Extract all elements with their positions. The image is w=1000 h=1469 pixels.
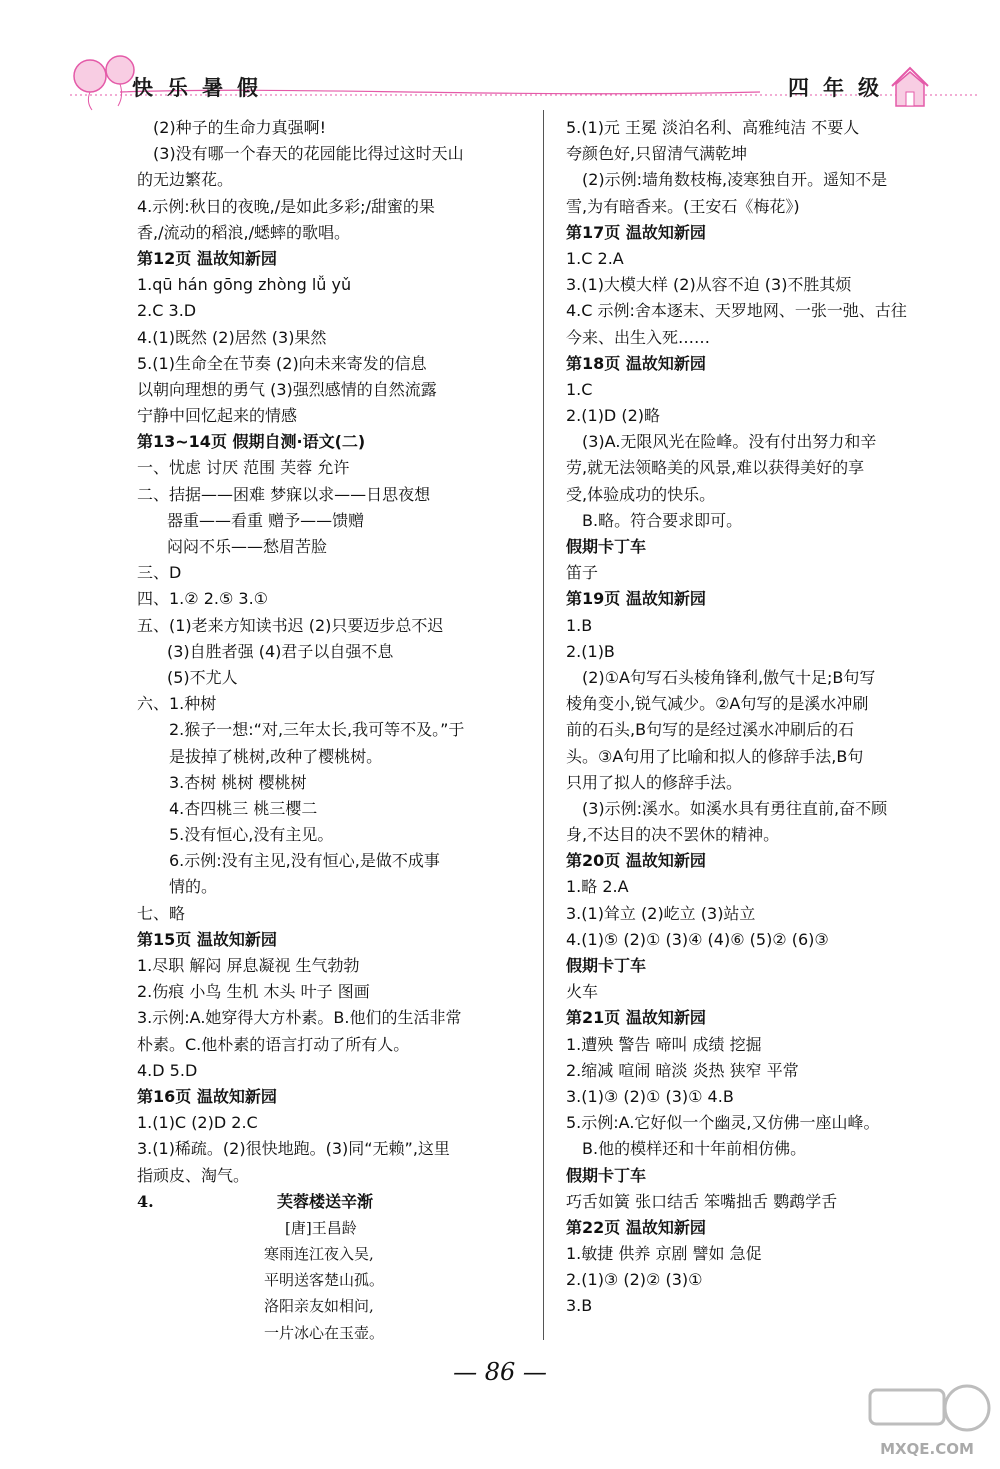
watermark	[862, 1380, 992, 1460]
answer-line: 劳,就无法领略美的风景,难以获得美好的享	[566, 458, 865, 478]
watermark-logo-icon	[862, 1380, 992, 1440]
balloon-icon	[74, 56, 134, 110]
answer-line: 3.(1)③ (2)① (3)① 4.B	[566, 1086, 734, 1106]
answer-line: 情的。	[169, 877, 218, 897]
answer-line: 1.qū hán gōng zhòng lǚ yǔ	[137, 275, 352, 295]
answer-line: 雪,为有暗香来。(王安石《梅花》)	[566, 196, 800, 216]
section-heading: 第17页 温故知新园	[566, 222, 706, 242]
answer-line: 受,体验成功的快乐。	[566, 484, 716, 504]
poem-title: 芙蓉楼送辛渐	[277, 1191, 374, 1211]
answer-line: 二、拮据——困难 梦寐以求——日思夜想	[137, 484, 431, 504]
section-heading: 第20页 温故知新园	[566, 851, 706, 871]
answer-line: (2)种子的生命力真强啊!	[153, 118, 327, 137]
answer-line: 4.杏四桃三 桃三樱二	[169, 798, 318, 818]
section-heading: 第15页 温故知新园	[137, 929, 277, 949]
answer-line: 以朝向理想的勇气 (3)强烈感情的自然流露	[137, 379, 437, 399]
page-header	[0, 0, 1000, 118]
answer-line: 四、1.② 2.⑤ 3.①	[137, 589, 269, 609]
answer-line: 1.略 2.A	[566, 877, 629, 897]
answer-line: 朴素。C.他朴素的语言打动了所有人。	[137, 1034, 410, 1054]
answer-line: 5.没有恒心,没有主见。	[169, 825, 334, 845]
section-heading: 第12页 温故知新园	[137, 248, 277, 268]
answer-line: 3.示例:A.她穿得大方朴素。B.他们的生活非常	[137, 1008, 462, 1028]
poem-block	[137, 1189, 529, 1346]
answer-line: 器重——看重 赠予——馈赠	[167, 510, 365, 530]
house-icon	[892, 68, 928, 106]
answer-line: 1.敏捷 供养 京剧 譬如 急促	[566, 1244, 762, 1264]
answer-line: 火车	[566, 982, 599, 1002]
answer-line: 宁静中回忆起来的情感	[137, 406, 298, 426]
answer-line: 5.示例:A.它好似一个幽灵,又仿佛一座山峰。	[566, 1113, 880, 1133]
answer-line: 身,不达目的决不罢休的精神。	[566, 825, 780, 845]
answer-line: 是拔掉了桃树,改种了樱桃树。	[169, 746, 383, 766]
column-divider	[543, 110, 544, 1340]
section-heading: 假期卡丁车	[566, 537, 647, 556]
answer-line: 的无边繁花。	[137, 170, 234, 190]
answer-line: 棱角变小,锐气减少。②A句写的是溪水冲刷	[566, 694, 869, 714]
answer-line: 夸颜色好,只留清气满乾坤	[566, 144, 748, 164]
answer-line: 4.C 示例:舍本逐末、天罗地网、一张一弛、古往	[566, 301, 907, 321]
answer-line: 4.示例:秋日的夜晚,/是如此多彩;/甜蜜的果	[137, 196, 435, 216]
header-grade: 四年级	[788, 76, 893, 100]
answer-line: 六、1.种树	[137, 694, 217, 714]
answer-line: 五、(1)老来方知读书迟 (2)只要迈步总不迟	[137, 615, 444, 635]
poem-number: 4.	[137, 1191, 154, 1211]
answer-line: 1.遭殃 警告 啼叫 成绩 挖掘	[566, 1034, 762, 1054]
answer-line: 1.C 2.A	[566, 248, 624, 268]
page-number: — 86 —	[453, 1358, 547, 1386]
answer-line: (2)①A句写石头棱角锋利,傲气十足;B句写	[582, 667, 876, 687]
watermark-text: MXQE.COM	[880, 1440, 974, 1458]
answer-line: 头。③A句用了比喻和拟人的修辞手法,B句	[566, 746, 864, 766]
section-heading: 第13~14页 假期自测·语文(二)	[137, 432, 366, 452]
section-heading: 假期卡丁车	[566, 1165, 647, 1185]
answer-line: 巧舌如簧 张口结舌 笨嘴拙舌 鹦鹉学舌	[566, 1191, 838, 1211]
answer-line: 2.(1)③ (2)② (3)①	[566, 1270, 703, 1290]
answer-line: 4.D 5.D	[137, 1060, 198, 1080]
answer-line: B.略。符合要求即可。	[582, 510, 743, 530]
answer-line: B.他的模样还和十年前相仿佛。	[582, 1139, 807, 1159]
answer-line: 七、略	[137, 903, 186, 923]
right-column	[566, 115, 958, 1320]
poem-line: 平明送客楚山孤。	[264, 1271, 385, 1290]
answer-line: 3.(1)稀疏。(2)很快地跑。(3)同“无赖”,这里	[137, 1139, 450, 1159]
answer-line: 5.(1)元 王冕 淡泊名利、高雅纯洁 不要人	[566, 118, 860, 137]
answer-line: 2.伤痕 小鸟 生机 木头 叶子 图画	[137, 982, 370, 1002]
answer-line: 指顽皮、淘气。	[137, 1165, 250, 1185]
answer-line: 2.缩减 喧闹 暗淡 炎热 狭窄 平常	[566, 1060, 799, 1080]
section-heading: 假期卡丁车	[566, 956, 647, 975]
answer-line: (3)示例:溪水。如溪水具有勇往直前,奋不顾	[582, 798, 888, 818]
answer-line: 1.尽职 解闷 屏息凝视 生气勃勃	[137, 956, 360, 975]
answer-line: 2.(1)B	[566, 641, 615, 661]
answer-line: 一、忧虑 讨厌 范围 芙蓉 允许	[137, 458, 350, 478]
answer-line: (3)没有哪一个春天的花园能比得过这时天山	[153, 144, 464, 164]
poem-author: [唐]王昌龄	[285, 1218, 357, 1237]
poem-line: 一片冰心在玉壶。	[264, 1323, 385, 1342]
answer-line: 笛子	[566, 563, 599, 583]
answer-line: 3.杏树 桃树 樱桃树	[169, 772, 307, 792]
answer-line: 4.(1)既然 (2)居然 (3)果然	[137, 327, 327, 347]
answer-line: 1.B	[566, 615, 593, 635]
answer-line: 3.B	[566, 1296, 593, 1316]
answer-line: 5.(1)生命全在节奏 (2)向未来寄发的信息	[137, 353, 427, 373]
answer-line: 今来、出生入死……	[566, 327, 711, 347]
poem-line: 寒雨连江夜入吴,	[264, 1245, 374, 1264]
answer-line: (5)不尤人	[167, 667, 238, 687]
answer-line: 6.示例:没有主见,没有恒心,是做不成事	[169, 851, 440, 871]
answer-line: 2.猴子一想:“对,三年太长,我可等不及。”于	[169, 720, 465, 740]
section-heading: 第19页 温故知新园	[566, 589, 706, 609]
poem-line: 洛阳亲友如相问,	[264, 1297, 374, 1316]
section-heading: 第16页 温故知新园	[137, 1086, 277, 1106]
header-title: 快乐暑假	[132, 76, 272, 100]
answer-line: 2.C 3.D	[137, 301, 197, 321]
answer-line: 三、D	[137, 563, 182, 583]
answer-line: 香,/流动的稻浪,/蟋蟀的歌唱。	[137, 222, 350, 242]
answer-line: 4.(1)⑤ (2)① (3)④ (4)⑥ (5)② (6)③	[566, 929, 829, 949]
answer-line: 3.(1)耸立 (2)屹立 (3)站立	[566, 903, 756, 923]
answer-line: 1.C	[566, 379, 593, 399]
answer-line: 1.(1)C (2)D 2.C	[137, 1113, 258, 1133]
answer-line: 前的石头,B句写的是经过溪水冲刷后的石	[566, 720, 855, 740]
section-heading: 第18页 温故知新园	[566, 353, 706, 373]
section-heading: 第22页 温故知新园	[566, 1217, 706, 1237]
answer-line: 闷闷不乐——愁眉苦脸	[167, 537, 328, 556]
answer-line: 只用了拟人的修辞手法。	[566, 772, 743, 792]
section-heading: 第21页 温故知新园	[566, 1008, 706, 1028]
left-column	[137, 115, 529, 1346]
answer-line: (2)示例:墙角数枝梅,凌寒独自开。遥知不是	[582, 170, 888, 190]
answer-line: 2.(1)D (2)略	[566, 406, 661, 426]
answer-line: (3)A.无限风光在险峰。没有付出努力和辛	[582, 432, 877, 452]
answer-line: 3.(1)大模大样 (2)从容不迫 (3)不胜其烦	[566, 275, 852, 295]
answer-line: (3)自胜者强 (4)君子以自强不息	[167, 641, 394, 661]
